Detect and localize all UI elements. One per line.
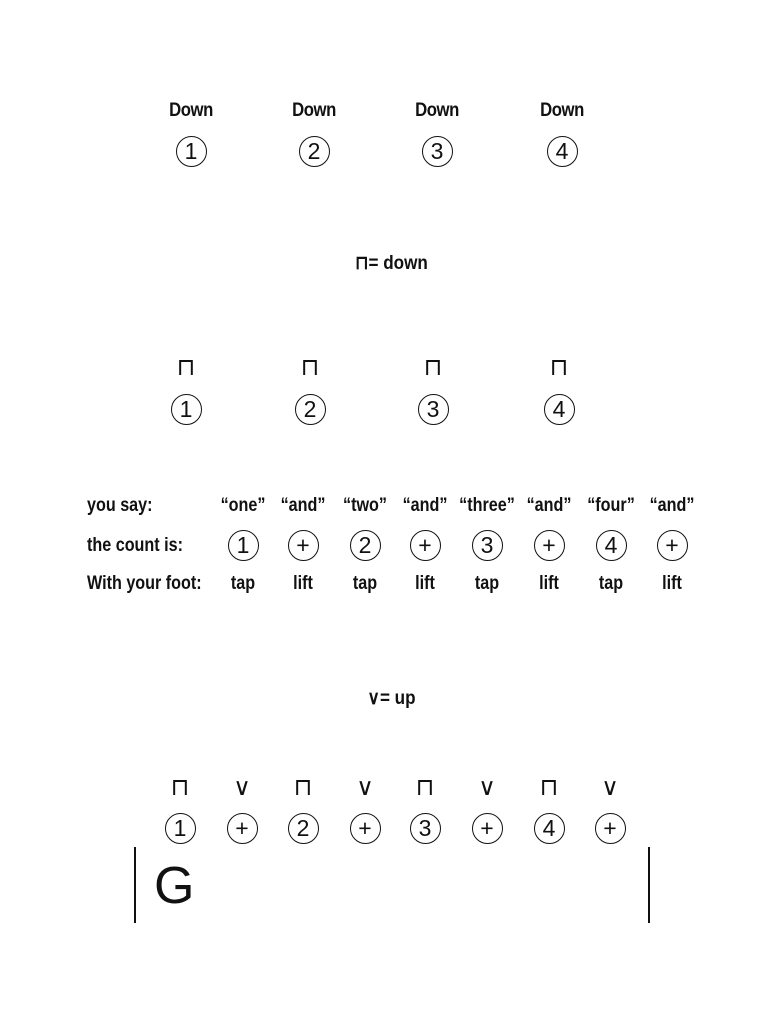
chord-symbol: G: [154, 857, 195, 915]
up-stroke-icon: ∨: [478, 774, 496, 801]
beat-circle-1: 1: [141, 394, 231, 425]
barline-right: [648, 847, 650, 923]
barline-left: [134, 847, 136, 923]
foot-action: lift: [293, 573, 313, 594]
count-circle: +: [380, 530, 470, 561]
count-circle: 4: [566, 530, 656, 561]
say-word: “two”: [343, 495, 387, 516]
pattern-circle: +: [442, 813, 532, 844]
beat-circle-2: 2: [269, 136, 359, 167]
count-circle: +: [258, 530, 348, 561]
say-word: “and”: [526, 495, 572, 516]
legend-down: [39, 252, 744, 275]
down-stroke-icon: ⊓: [423, 354, 443, 381]
foot-action: tap: [598, 573, 624, 594]
count-circle: 3: [442, 530, 532, 561]
legend-up-text: = up: [379, 688, 416, 709]
row-label-foot: With your foot:: [87, 573, 202, 594]
pattern-circle: 4: [504, 813, 594, 844]
beat-circle-3: 3: [388, 394, 478, 425]
count-circle: +: [504, 530, 594, 561]
down-stroke-icon: ⊓: [549, 354, 569, 381]
say-word: “and”: [280, 495, 326, 516]
beat-circle-2: 2: [265, 394, 355, 425]
pattern-circle: +: [197, 813, 287, 844]
down-label-4: Down: [540, 100, 584, 121]
up-stroke-icon: ∨: [233, 774, 251, 801]
row-label-say: you say:: [87, 495, 153, 516]
foot-action: tap: [230, 573, 256, 594]
pattern-circle: +: [320, 813, 410, 844]
say-word: “three”: [459, 495, 515, 516]
say-word: “four”: [587, 495, 635, 516]
pattern-circle: 2: [258, 813, 348, 844]
row-label-count: the count is:: [87, 535, 184, 556]
down-stroke-icon: ⊓: [415, 774, 435, 801]
say-word: “and”: [649, 495, 695, 516]
pattern-circle: +: [565, 813, 655, 844]
pattern-circle: 1: [135, 813, 225, 844]
legend-down-text: = down: [368, 253, 428, 274]
up-stroke-icon: ∨: [356, 774, 374, 801]
foot-action: tap: [352, 573, 378, 594]
beat-circle-4: 4: [517, 136, 607, 167]
down-stroke-icon: ⊓: [176, 354, 196, 381]
foot-action: lift: [539, 573, 559, 594]
count-circle: 1: [198, 530, 288, 561]
say-word: “one”: [220, 495, 266, 516]
count-circle: 2: [320, 530, 410, 561]
up-stroke-icon: ∨: [601, 774, 619, 801]
beat-circle-4: 4: [514, 394, 604, 425]
say-word: “and”: [402, 495, 448, 516]
foot-action: lift: [662, 573, 682, 594]
pattern-circle: 3: [380, 813, 470, 844]
foot-action: tap: [474, 573, 500, 594]
down-label-1: Down: [169, 100, 213, 121]
beat-circle-1: 1: [146, 136, 236, 167]
count-circle: +: [627, 530, 717, 561]
legend-up: [39, 687, 744, 710]
down-stroke-icon: ⊓: [539, 774, 559, 801]
down-stroke-icon: ⊓: [355, 253, 369, 274]
down-label-3: Down: [415, 100, 459, 121]
down-stroke-icon: ⊓: [170, 774, 190, 801]
down-label-2: Down: [292, 100, 336, 121]
foot-action: lift: [415, 573, 435, 594]
down-stroke-icon: ⊓: [293, 774, 313, 801]
down-stroke-icon: ⊓: [300, 354, 320, 381]
beat-circle-3: 3: [392, 136, 482, 167]
up-stroke-icon: ∨: [367, 688, 380, 709]
